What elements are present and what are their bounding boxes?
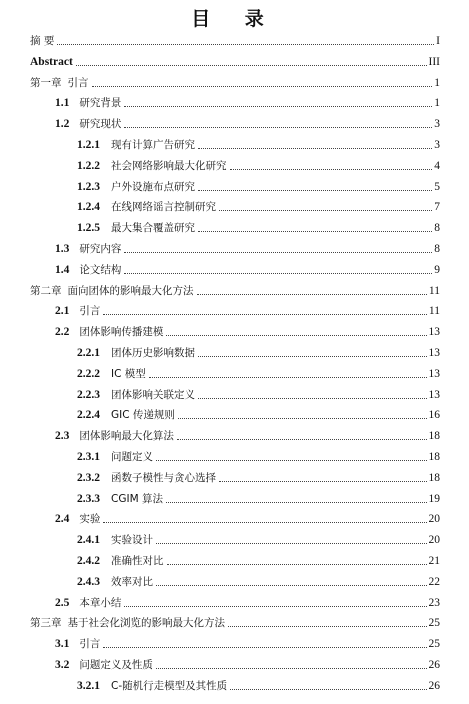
toc-leader-dots [149, 377, 427, 378]
toc-leader-dots [230, 689, 426, 690]
toc-entry[interactable] [77, 527, 440, 547]
toc-entry-number: 1.2.1 [77, 139, 100, 151]
toc-entry-title: 社会网络影响最大化研究 [111, 159, 227, 172]
toc-leader-dots [124, 606, 426, 607]
toc-entry[interactable] [55, 423, 440, 443]
toc-entry-page: 4 [434, 159, 440, 172]
toc-entry-number: 3.2.1 [77, 679, 100, 692]
toc-entry-page: 25 [428, 638, 440, 651]
toc-leader-dots [166, 335, 426, 336]
toc-entry[interactable] [55, 652, 440, 672]
toc-entry-page: 20 [428, 534, 440, 547]
toc-entry-page: 9 [434, 263, 440, 276]
toc-entry-page: 25 [428, 617, 440, 630]
toc-entry-number: 2.2.4 [77, 409, 100, 422]
toc-entry-title: 最大集合覆盖研究 [111, 222, 195, 235]
toc-entry[interactable] [77, 194, 440, 214]
toc-entry-page: 18 [428, 430, 440, 443]
toc-leader-dots [156, 585, 427, 586]
toc-entry-number: 3.1 [55, 638, 70, 651]
toc-entry-title: 函数子模性与贪心选择 [111, 471, 216, 484]
toc-entry[interactable] [77, 174, 440, 194]
toc-entry[interactable] [30, 49, 440, 69]
toc-leader-dots [124, 252, 432, 253]
toc-entry[interactable] [77, 673, 440, 693]
toc-entry-number: 3.2 [55, 659, 70, 671]
toc-entry[interactable] [77, 548, 440, 568]
toc-entry-title: 团体历史影响数据 [111, 347, 195, 359]
toc-entry-title: 准确性对比 [111, 555, 164, 567]
toc-entry[interactable] [77, 382, 440, 402]
toc-entry-title: 本章小结 [79, 596, 122, 609]
toc-entry[interactable] [77, 153, 440, 173]
toc-entry-title: 团体影响传播建模 [79, 326, 164, 339]
toc-entry-title: 在线网络谣言控制研究 [111, 201, 216, 214]
toc-entry-number: 第二章 [30, 284, 62, 297]
toc-leader-dots [76, 65, 427, 66]
toc-entry-title: 团体影响关联定义 [111, 388, 195, 401]
toc-entry-page: 18 [428, 471, 440, 484]
toc-entry[interactable] [77, 444, 440, 464]
toc-entry-title: 引言 [79, 305, 101, 318]
toc-entry-page: 8 [434, 243, 440, 255]
toc-leader-dots [124, 106, 432, 107]
toc-entry-number: 第三章 [30, 617, 62, 630]
toc-entry-number: 2.3.2 [77, 471, 100, 484]
toc-leader-dots [228, 626, 427, 627]
toc-entry-title: 研究背景 [79, 97, 122, 110]
toc-entry[interactable] [77, 402, 440, 422]
toc-entry-page: 13 [428, 347, 440, 359]
toc-entry-number: 2.4.1 [77, 534, 100, 547]
toc-entry-number: 1.2 [55, 118, 70, 131]
toc-entry[interactable] [55, 257, 440, 277]
toc-leader-dots [156, 460, 427, 461]
toc-entry-page: 8 [434, 222, 440, 235]
toc-leader-dots [198, 231, 432, 232]
toc-entry-page: 11 [428, 284, 440, 297]
toc-entry-number: 1.2.3 [77, 180, 100, 193]
toc-entry-page: 3 [434, 118, 440, 131]
toc-entry-number: 2.2 [55, 326, 70, 339]
toc-entry[interactable] [77, 486, 440, 506]
toc-entry-title: 基于社会化浏览的影响最大化方法 [67, 617, 225, 630]
toc-entry-title: 团体影响最大化算法 [79, 430, 174, 443]
toc-entry-page: 13 [428, 326, 440, 339]
toc-entry-number: 2.2.2 [77, 367, 100, 380]
toc-entry-number: 第一章 [30, 76, 62, 89]
toc-entry[interactable] [55, 506, 440, 526]
toc-entry-page: 1 [434, 97, 440, 110]
toc-entry-title: GIC 传递规则 [111, 409, 175, 422]
toc-entry-title: 研究现状 [79, 118, 122, 131]
toc-entry-page: 13 [428, 367, 440, 380]
toc-entry-page: 13 [428, 388, 440, 401]
toc-entry-page: 5 [434, 180, 440, 193]
toc-leader-dots [124, 273, 432, 274]
toc-entry[interactable] [77, 340, 440, 360]
toc-entry-number: 2.5 [55, 596, 70, 609]
toc-entry-title: 引言 [67, 76, 89, 89]
toc-entry-number: 1.4 [55, 263, 70, 276]
toc-entry-number: 2.4 [55, 513, 70, 526]
toc-entry-number: 1.3 [55, 243, 70, 255]
toc-entry-title: 引言 [79, 638, 101, 651]
toc-entry-number: 1.2.4 [77, 201, 100, 214]
toc-entry-page: 16 [428, 409, 440, 422]
toc-entry[interactable] [55, 298, 440, 318]
toc-entry-title: 实验设计 [111, 534, 153, 547]
toc-entry-number: 1.2.2 [77, 159, 100, 172]
toc-leader-dots [198, 190, 432, 191]
toc-entry-number: 2.3.3 [77, 492, 100, 505]
toc-entry-number: 1.2.5 [77, 222, 100, 235]
toc-entry-page: 18 [428, 451, 440, 463]
toc-entry-page: 20 [428, 513, 440, 526]
toc-entry-number: 2.4.3 [77, 575, 100, 588]
toc-leader-dots [166, 502, 427, 503]
toc-entry-page: 3 [434, 139, 440, 151]
toc-entry-title: CGIM 算法 [111, 492, 163, 505]
toc-entry[interactable] [55, 236, 440, 256]
toc-entry-title: 户外设施布点研究 [111, 180, 195, 193]
toc-leader-dots [198, 398, 427, 399]
toc-leader-dots [197, 294, 427, 295]
toc-entry-page: 1 [434, 76, 440, 89]
toc-entry-title: IC 模型 [111, 367, 146, 380]
toc-entry-page: 21 [428, 555, 440, 567]
toc-leader-dots [103, 647, 426, 648]
toc-entry-page: 7 [434, 201, 440, 214]
toc-entry-title: 效率对比 [111, 575, 153, 588]
toc-entry-title: C-随机行走模型及其性质 [111, 679, 228, 692]
toc-leader-dots [124, 127, 432, 128]
toc-leader-dots [103, 314, 427, 315]
toc-entry[interactable] [30, 28, 440, 48]
toc-entry-number: 2.3 [55, 430, 70, 443]
toc-entry[interactable] [30, 70, 440, 90]
toc-entry-page: III [428, 55, 440, 68]
toc-entry[interactable] [77, 215, 440, 235]
toc-leader-dots [230, 169, 433, 170]
toc-entry[interactable] [55, 590, 440, 610]
toc-entry-title: 问题定义及性质 [79, 659, 153, 671]
toc-leader-dots [198, 148, 432, 149]
toc-entry-page: I [436, 35, 440, 47]
toc-leader-dots [156, 543, 427, 544]
toc-leader-dots [219, 210, 432, 211]
toc-entry[interactable] [30, 610, 440, 630]
toc-entry-page: 23 [428, 596, 440, 609]
toc-entry[interactable] [30, 278, 440, 298]
toc-entry[interactable] [55, 90, 440, 110]
toc-leader-dots [198, 356, 427, 357]
toc-leader-dots [156, 668, 427, 669]
toc-entry-page: 22 [428, 575, 440, 588]
page-title: 目 录 [191, 8, 278, 30]
toc-leader-dots [177, 439, 427, 440]
toc-entry[interactable] [55, 319, 440, 339]
toc-entry[interactable] [77, 361, 440, 381]
toc-entry-title: Abstract [30, 55, 73, 68]
toc-entry[interactable] [55, 111, 440, 131]
toc-entry[interactable] [77, 465, 440, 485]
toc-entry-title: 研究内容 [79, 243, 122, 255]
toc-entry-number: 2.4.2 [77, 555, 100, 567]
toc-entry-page: 11 [428, 305, 440, 318]
toc-entry-title: 面向团体的影响最大化方法 [67, 284, 194, 297]
toc-entry[interactable] [77, 132, 440, 152]
toc-leader-dots [103, 522, 426, 523]
toc-leader-dots [219, 481, 427, 482]
toc-leader-dots [57, 44, 434, 45]
toc-leader-dots [178, 418, 427, 419]
toc-entry-page: 19 [428, 492, 440, 505]
toc-entry[interactable] [77, 569, 440, 589]
toc-entry-title: 实验 [79, 513, 101, 526]
toc-entry-number: 2.3.1 [77, 451, 100, 463]
toc-leader-dots [92, 86, 433, 87]
toc-entry-title: 论文结构 [79, 263, 122, 276]
toc-entry-number: 2.1 [55, 305, 70, 318]
toc-entry-title: 现有计算广告研究 [111, 139, 195, 151]
toc-entry-title: 问题定义 [111, 451, 153, 463]
toc-entry[interactable] [55, 631, 440, 651]
toc-entry-title: 摘 要 [30, 35, 55, 47]
toc-leader-dots [167, 564, 427, 565]
toc-entry-page: 26 [428, 659, 440, 671]
toc-entry-number: 2.2.1 [77, 347, 100, 359]
toc-entry-number: 2.2.3 [77, 388, 100, 401]
toc-entry-number: 1.1 [55, 97, 70, 110]
toc-entry-page: 26 [428, 679, 440, 692]
